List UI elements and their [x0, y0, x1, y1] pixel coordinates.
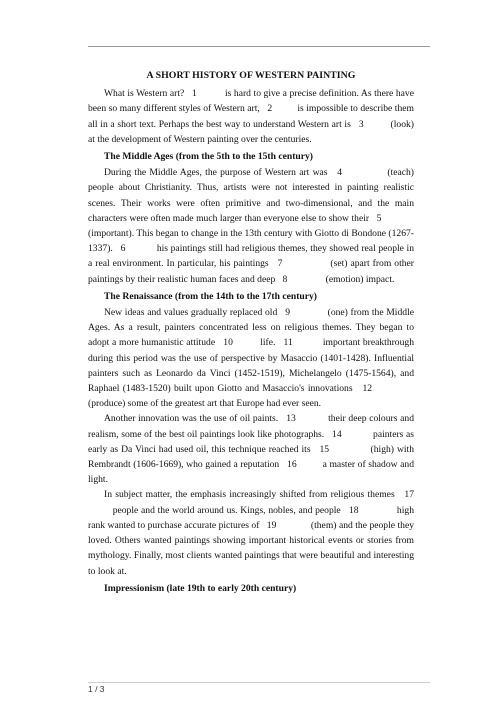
section-heading-impressionism: Impressionism (late 19th to early 20th century) — [104, 582, 297, 594]
intro-paragraph: What is Western art? 1 is hard to give a precise definition. As there have been so many different styles of Western art, 2 is impossible to describe them all in a short text. Perhaps the best way to understand Western art is 3 (look) at the development of Western painting over the centuries. — [88, 88, 414, 145]
document-page — [88, 68, 414, 597]
renaissance-paragraph-2: Another innovation was the use of oil paints. 13 their deep colours and realism, some of the best oil paintings look like photographs. 14 painters as early as Da Vinci had used oil, this technique reached its 15 (high) with Rembrandt (1606-1669), who gained a reputation 16 a master of shadow and light. — [88, 413, 414, 486]
footer-rule — [88, 682, 430, 683]
renaissance-paragraph-1: New ideas and values gradually replaced old 9 (one) from the Middle Ages. As a result, painters concentrated less on religious themes. They began to adopt a more humanistic attitude 10 life. 11 important breakthrough during this period was the use of perspective by Masaccio (1401-1428). Influential painters such as Leonardo da Vinci (1452-1519), Michelangelo (1475-1564), and Raphael (1483-1520) built upon Giotto and Masaccio's innovations 12 (produce) some of the greatest art that Europe had ever seen. — [88, 307, 414, 410]
page-number: 1 / 3 — [88, 684, 105, 694]
renaissance-paragraph-3: In subject matter, the emphasis increasingly shifted from religious themes 17 people and the world around us. Kings, nobles, and people 18 high rank wanted to purchase accurate pictures of 19 (them) and the people they loved. Others wanted paintings showing important historical events or stories from mythology. Finally, most clients wanted paintings that were beautiful and interesting to look at. — [88, 489, 414, 577]
section-heading-middle-ages: The Middle Ages (from the 5th to the 15th century) — [104, 151, 313, 163]
document-title: A SHORT HISTORY OF WESTERN PAINTING — [146, 70, 356, 81]
header-rule — [88, 46, 430, 47]
middle-ages-paragraph: During the Middle Ages, the purpose of Western art was 4 (teach) people about Christianity. Thus, artists were not interested in painting realistic scenes. Their works were often primitive and two-dimensional, and the main characters were often made much larger than everyone else to show their 5 (important). This began to change in the 13th century with Giotto di Bondone (1267-1337). 6 his paintings still had religious themes, they showed real people in a real environment. In particular, his paintings 7 (set) apart from other paintings by their realistic human faces and deep 8 (emotion) impact. — [88, 167, 414, 285]
section-heading-renaissance: The Renaissance (from the 14th to the 17th century) — [104, 290, 317, 302]
